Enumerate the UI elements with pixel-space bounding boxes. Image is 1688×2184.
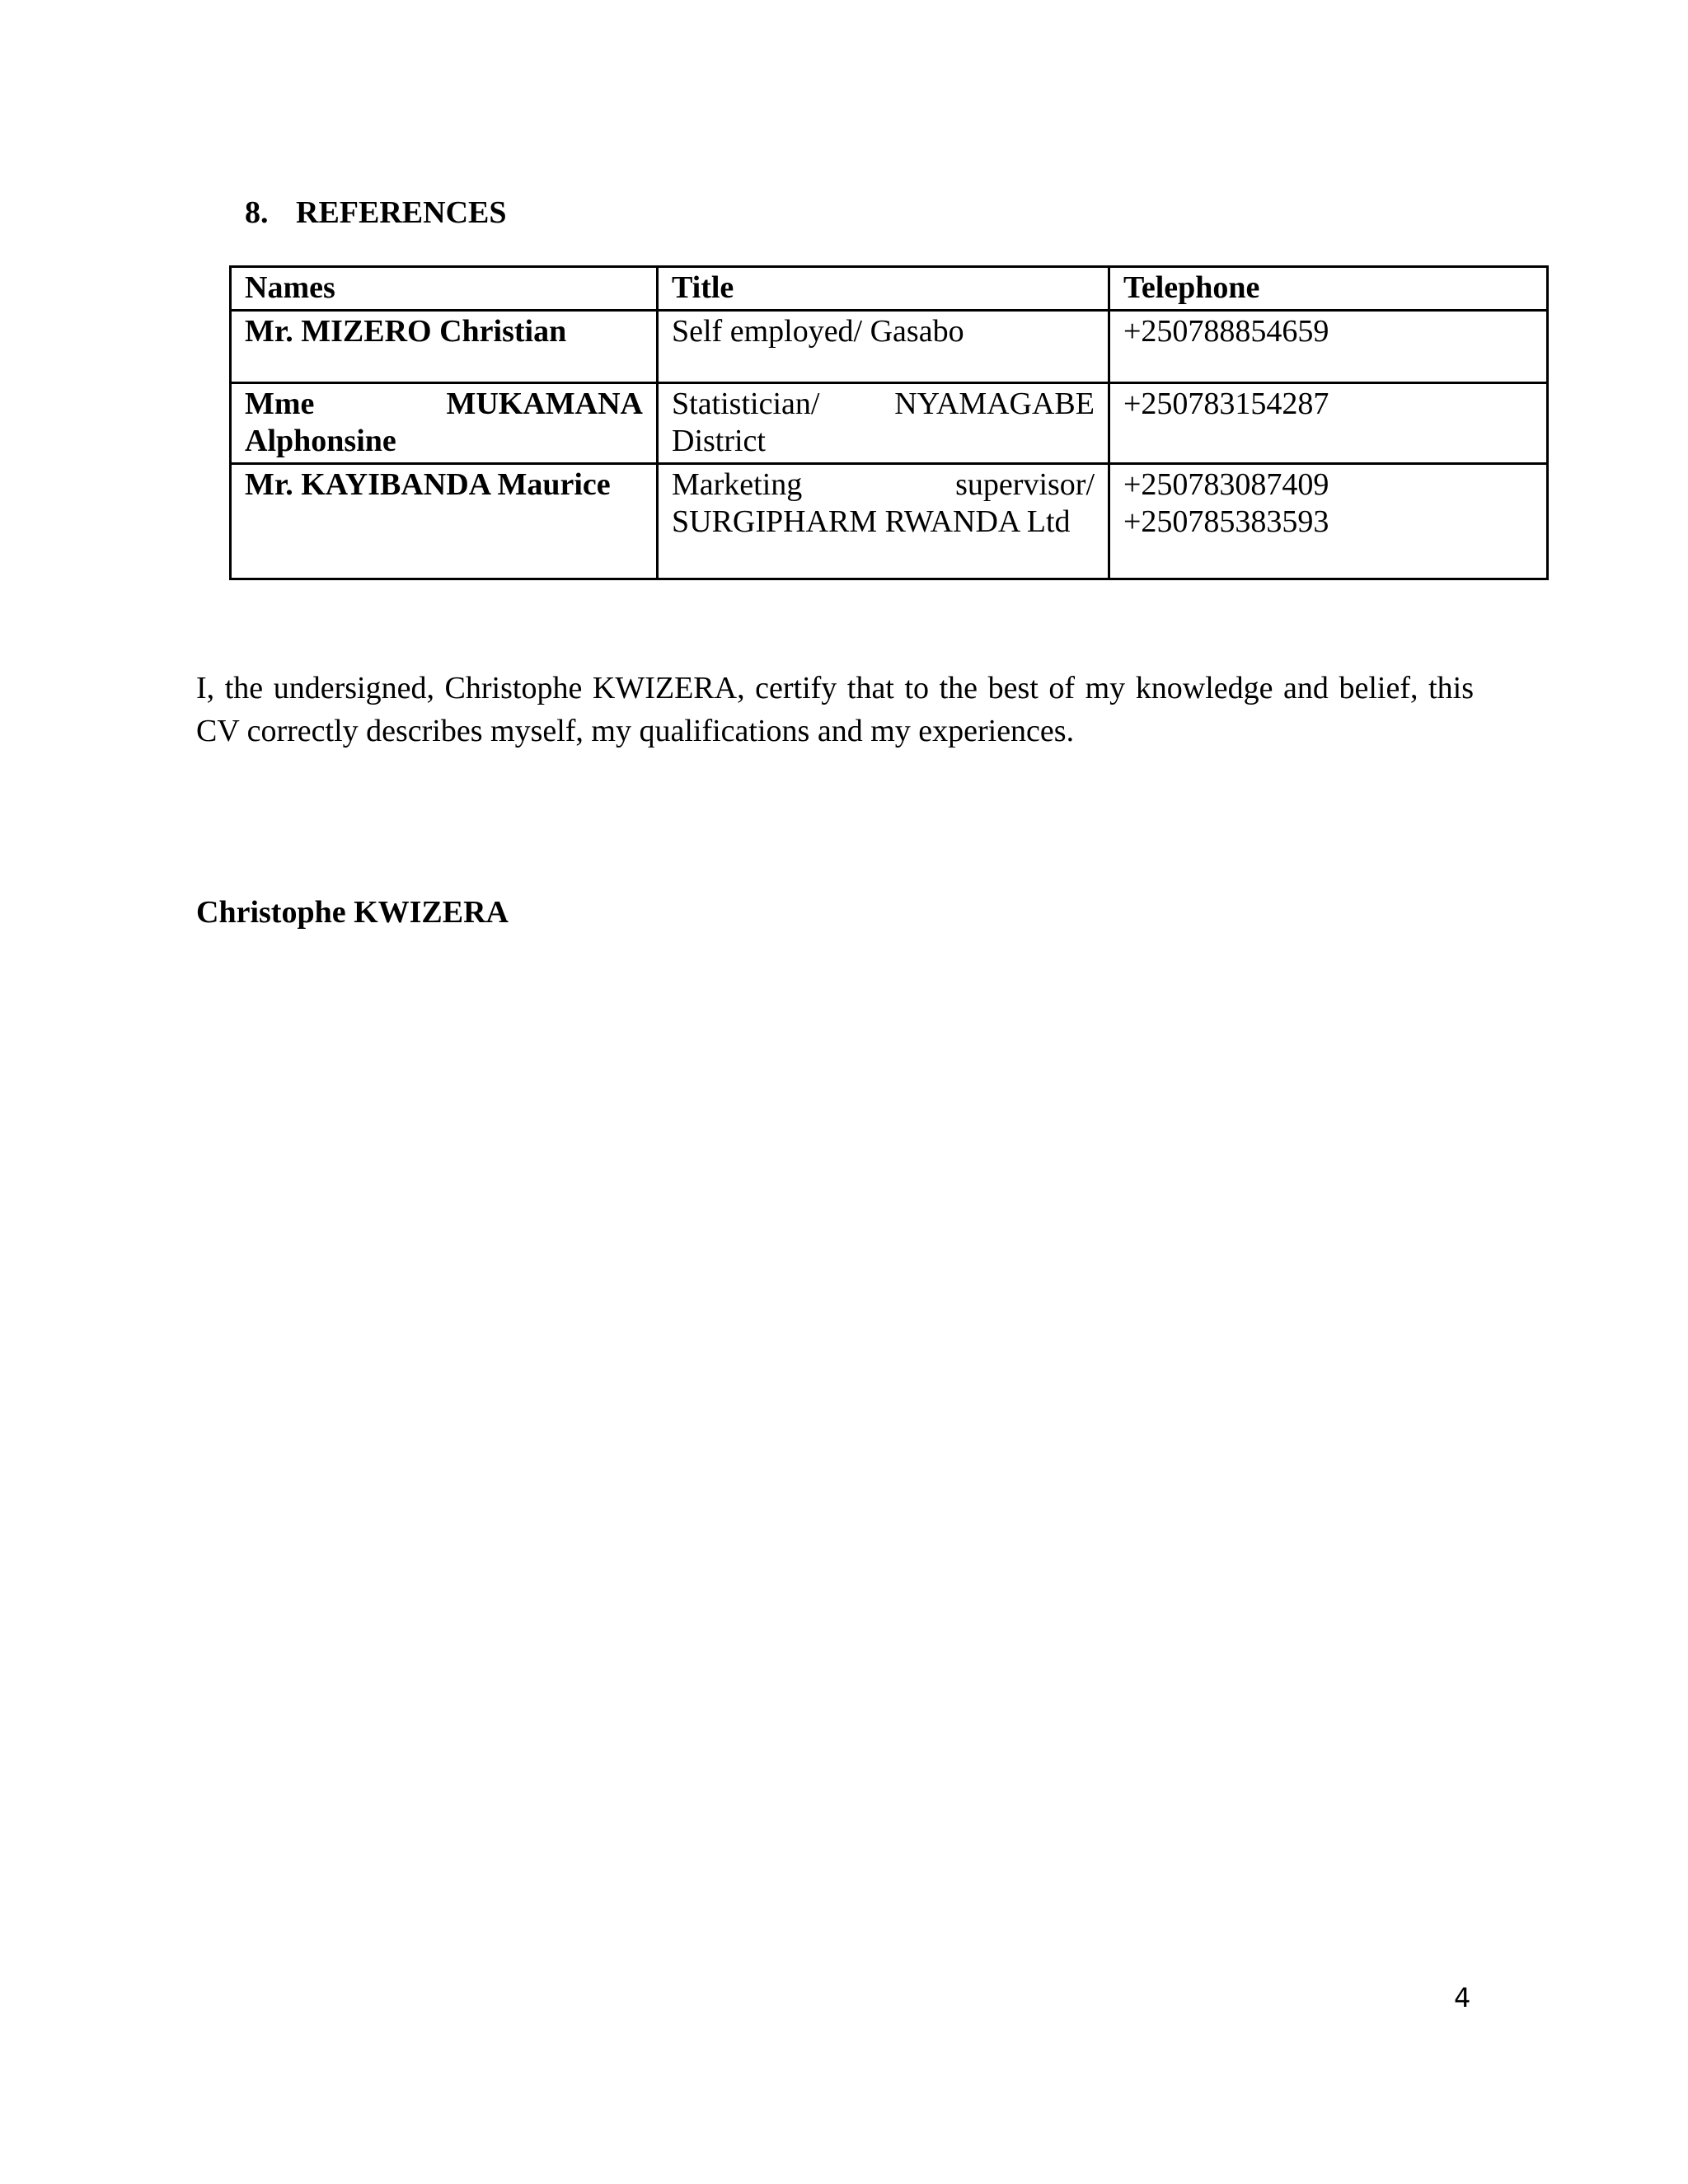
reference-telephone [1109,311,1548,383]
reference-title: Statistician/ NYAMAGABE District [658,383,1109,464]
section-heading [245,192,507,233]
reference-telephone [1109,464,1548,579]
signature-name: Christophe KWIZERA [196,895,509,930]
certification-statement: I, the undersigned, Christophe KWIZERA, certify that to the best of my knowledge and belief, this CV correctly describes myself, my qualifications and my experiences. [196,671,1474,748]
telephone-number: +250785383593 [1123,504,1329,539]
section-number: 8. [245,195,269,230]
reference-title: Self employed/ Gasabo [658,311,1109,383]
column-header-names: Names [231,267,658,311]
reference-name: Mr. MIZERO Christian [231,311,658,383]
column-header-telephone: Telephone [1109,267,1548,311]
column-header-title: Title [658,267,1109,311]
section-title: REFERENCES [296,195,507,230]
telephone-number: +250783154287 [1123,387,1329,421]
telephone-number: +250783087409 [1123,467,1329,502]
reference-name: Mr. KAYIBANDA Maurice [231,464,658,579]
reference-telephone [1109,383,1548,464]
telephone-number: +250788854659 [1123,314,1329,349]
page-number: 4 [1454,1982,1471,2013]
table-row [231,383,1548,464]
references-table [229,265,1549,580]
reference-name: Mme MUKAMANA Alphonsine [231,383,658,464]
reference-title: Marketing supervisor/ SURGIPHARM RWANDA Ltd [658,464,1109,579]
table-row [231,464,1548,579]
table-header-row [231,267,1548,311]
table-row [231,311,1548,383]
